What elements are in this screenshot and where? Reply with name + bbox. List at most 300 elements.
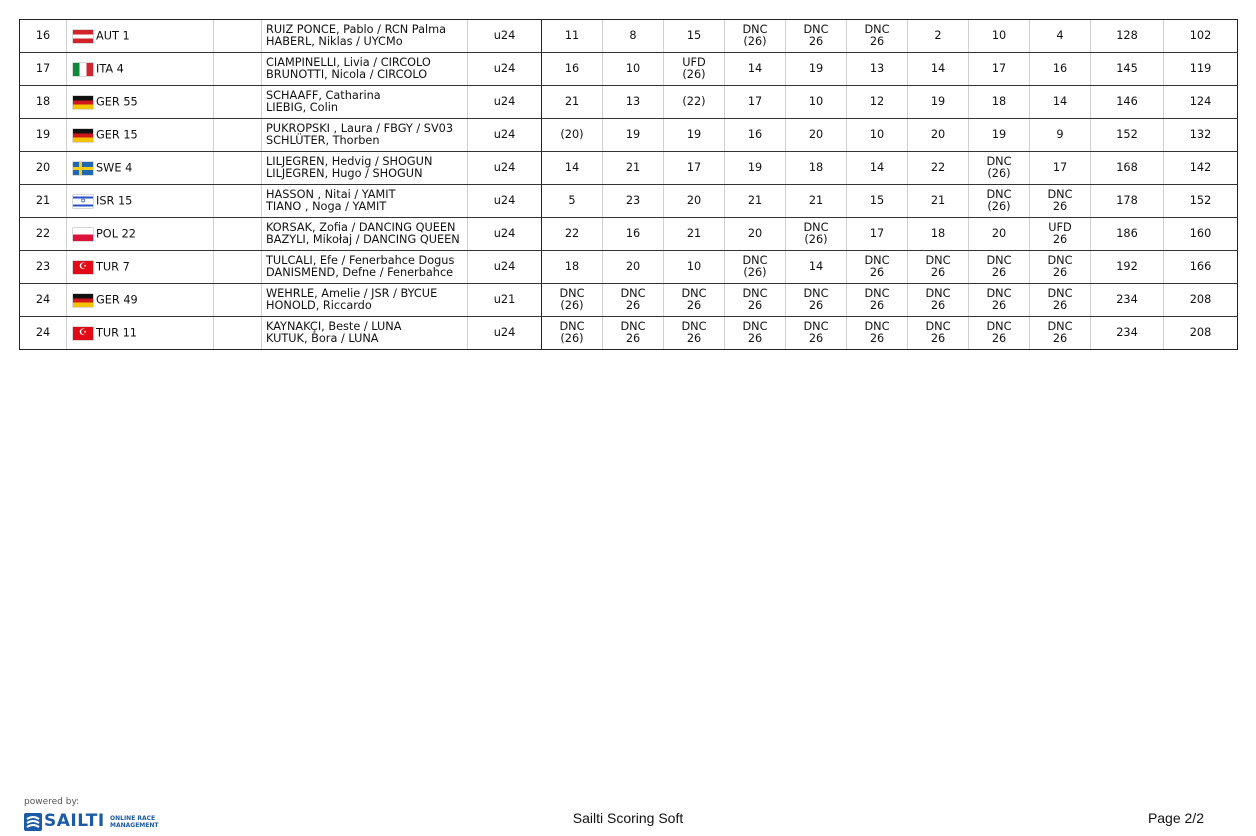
race-score-text: DNC <box>1047 253 1073 267</box>
crew-cell <box>262 218 468 251</box>
rank-cell: 20 <box>20 152 67 185</box>
race-score-cell <box>908 86 969 119</box>
crew-member: WEHRLE, Amelie / JSR / BYCUE <box>266 286 438 300</box>
race-score-cell <box>542 317 603 350</box>
race-score-text: 26 <box>869 35 885 48</box>
flag-swe-icon <box>73 162 93 175</box>
race-score-text: DNC <box>986 319 1012 333</box>
race-score-cell <box>542 218 603 251</box>
race-score-text: 12 <box>869 94 885 108</box>
race-score-cell <box>603 251 664 284</box>
race-score-text: DNC <box>1047 187 1073 201</box>
table-row <box>20 251 1238 284</box>
race-score-cell <box>603 20 664 53</box>
race-score-cell <box>664 53 725 86</box>
race-score-cell <box>725 119 786 152</box>
race-score-text: DNC <box>559 319 585 333</box>
race-score-text: 21 <box>747 193 763 207</box>
table-row <box>20 119 1238 152</box>
flag-tur-icon <box>73 261 93 274</box>
race-score-text: (26) <box>804 233 828 246</box>
race-score-cell <box>1030 20 1091 53</box>
race-score-text: (26) <box>987 200 1011 213</box>
table-row <box>20 317 1238 350</box>
age-category-cell: u24 <box>468 251 542 284</box>
race-score-cell <box>908 53 969 86</box>
race-score-cell <box>603 119 664 152</box>
race-score-cell <box>969 218 1030 251</box>
race-score-cell <box>664 317 725 350</box>
blank-cell <box>214 20 262 53</box>
total-points-cell: 128 <box>1091 20 1164 53</box>
race-score-text: (26) <box>560 332 584 345</box>
race-score-text: 10 <box>686 259 702 273</box>
race-score-text: 26 <box>991 299 1007 312</box>
race-score-text: 20 <box>686 193 702 207</box>
crew-cell <box>262 251 468 284</box>
sail-number: GER 55 <box>96 94 138 108</box>
race-score-text: 26 <box>1052 200 1068 213</box>
race-score-text: DNC <box>864 286 890 300</box>
table-row <box>20 284 1238 317</box>
race-score-text: 15 <box>686 28 702 42</box>
race-score-text: 16 <box>1052 61 1068 75</box>
race-score-cell <box>664 284 725 317</box>
race-score-text: DNC <box>742 319 768 333</box>
race-score-text: 19 <box>991 127 1007 141</box>
race-score-text: 13 <box>869 61 885 75</box>
race-score-text: 16 <box>747 127 763 141</box>
age-category-cell: u21 <box>468 284 542 317</box>
race-score-cell <box>725 152 786 185</box>
race-score-cell <box>786 185 847 218</box>
flag-pol-icon <box>73 228 93 241</box>
race-score-text: 17 <box>686 160 702 174</box>
crew-member: RUIZ PONCE, Pablo / RCN Palma <box>266 22 447 36</box>
race-score-cell <box>908 119 969 152</box>
race-score-text: 13 <box>625 94 641 108</box>
net-points-cell: 160 <box>1164 218 1238 251</box>
net-points-cell: 208 <box>1164 317 1238 350</box>
race-score-text: (26) <box>743 266 767 279</box>
race-score-text: DNC <box>864 22 890 36</box>
crew-cell <box>262 152 468 185</box>
race-score-text: DNC <box>803 22 829 36</box>
race-score-text: 18 <box>991 94 1007 108</box>
race-score-cell <box>969 119 1030 152</box>
race-score-cell <box>908 317 969 350</box>
crew-member: DANISMEND, Defne / Fenerbahce <box>266 266 454 279</box>
flag-ger-icon <box>73 96 93 109</box>
race-score-text: DNC <box>681 286 707 300</box>
crew-member: SCHLÜTER, Thorben <box>266 134 380 147</box>
results-table <box>19 19 1238 350</box>
race-score-cell <box>725 20 786 53</box>
race-score-text: (26) <box>560 299 584 312</box>
race-score-cell <box>969 185 1030 218</box>
boat-cell <box>67 20 214 53</box>
race-score-text: DNC <box>742 253 768 267</box>
flag-ger-icon <box>73 129 93 142</box>
race-score-cell <box>969 152 1030 185</box>
race-score-text: 23 <box>625 193 641 207</box>
race-score-cell <box>786 20 847 53</box>
race-score-cell <box>542 119 603 152</box>
race-score-text: DNC <box>742 286 768 300</box>
net-points-cell: 132 <box>1164 119 1238 152</box>
race-score-cell <box>603 218 664 251</box>
race-score-cell <box>786 53 847 86</box>
race-score-cell <box>908 284 969 317</box>
crew-cell <box>262 86 468 119</box>
crew-member: KAYNAKÇI, Beste / LUNA <box>266 319 402 333</box>
race-score-cell <box>542 251 603 284</box>
table-row <box>20 20 1238 53</box>
rank-cell: 23 <box>20 251 67 284</box>
sail-number: AUT 1 <box>96 28 130 42</box>
blank-cell <box>214 317 262 350</box>
race-score-cell <box>664 218 725 251</box>
crew-member: KUTUK, Bora / LUNA <box>266 332 379 345</box>
race-score-text: DNC <box>864 319 890 333</box>
page-number: Page 2/2 <box>1147 810 1204 826</box>
race-score-text: (20) <box>560 127 584 141</box>
footer-software-name: Sailti Scoring Soft <box>572 810 684 826</box>
race-score-cell <box>664 251 725 284</box>
race-score-text: 21 <box>930 193 946 207</box>
crew-member: LILJEGREN, Hugo / SHOGUN <box>266 167 423 180</box>
race-score-cell <box>969 86 1030 119</box>
table-row <box>20 218 1238 251</box>
race-score-cell <box>847 53 908 86</box>
race-score-cell <box>725 218 786 251</box>
race-score-cell <box>969 20 1030 53</box>
race-score-cell <box>542 20 603 53</box>
race-score-text: 26 <box>625 299 641 312</box>
crew-cell <box>262 317 468 350</box>
race-score-text: 21 <box>625 160 641 174</box>
race-score-cell <box>664 20 725 53</box>
race-score-cell <box>1030 218 1091 251</box>
age-category-cell: u24 <box>468 317 542 350</box>
table-row <box>20 86 1238 119</box>
race-score-text: 26 <box>1052 233 1068 246</box>
net-points-cell: 142 <box>1164 152 1238 185</box>
crew-member: HABERL, Niklas / UYCMo <box>266 35 403 48</box>
crew-cell <box>262 284 468 317</box>
table-row <box>20 185 1238 218</box>
race-score-text: DNC <box>620 319 646 333</box>
race-score-cell <box>603 284 664 317</box>
race-score-text: DNC <box>803 319 829 333</box>
race-score-cell <box>847 284 908 317</box>
sail-number: ISR 15 <box>96 193 133 207</box>
boat-cell <box>67 218 214 251</box>
table-row <box>20 152 1238 185</box>
flag-ger-icon <box>73 294 93 307</box>
race-score-text: 16 <box>564 61 580 75</box>
race-score-cell <box>603 86 664 119</box>
race-score-text: 26 <box>686 332 702 345</box>
total-points-cell: 152 <box>1091 119 1164 152</box>
crew-member: BRUNOTTI, Nicola / CIRCOLO <box>266 68 428 81</box>
race-score-text: 4 <box>1056 28 1064 42</box>
total-points-cell: 146 <box>1091 86 1164 119</box>
blank-cell <box>214 284 262 317</box>
race-score-text: 18 <box>930 226 946 240</box>
sail-number: GER 49 <box>96 292 138 306</box>
race-score-text: 21 <box>808 193 824 207</box>
race-score-text: 22 <box>564 226 580 240</box>
race-score-cell <box>664 185 725 218</box>
race-score-text: 26 <box>1052 332 1068 345</box>
race-score-cell <box>664 119 725 152</box>
race-score-text: 20 <box>930 127 946 141</box>
total-points-cell: 168 <box>1091 152 1164 185</box>
race-score-text: 14 <box>869 160 885 174</box>
race-score-text: 26 <box>869 332 885 345</box>
race-score-cell <box>969 284 1030 317</box>
flag-isr-icon <box>73 195 93 208</box>
boat-cell <box>67 152 214 185</box>
race-score-cell <box>847 218 908 251</box>
race-score-cell <box>1030 53 1091 86</box>
race-score-text: 19 <box>625 127 641 141</box>
race-score-cell <box>664 86 725 119</box>
logo-tagline-line2: MANAGEMENT <box>110 822 159 829</box>
race-score-cell <box>725 53 786 86</box>
race-score-cell <box>847 119 908 152</box>
race-score-text: 17 <box>991 61 1007 75</box>
race-score-text: 19 <box>930 94 946 108</box>
results-body <box>20 20 1238 350</box>
race-score-cell <box>847 185 908 218</box>
race-score-cell <box>603 185 664 218</box>
race-score-text: 26 <box>808 332 824 345</box>
race-score-text: 15 <box>869 193 885 207</box>
rank-cell: 24 <box>20 317 67 350</box>
race-score-text: 26 <box>686 299 702 312</box>
race-score-cell <box>969 251 1030 284</box>
crew-cell <box>262 53 468 86</box>
boat-cell <box>67 53 214 86</box>
race-score-text: DNC <box>803 286 829 300</box>
race-score-text: 26 <box>869 266 885 279</box>
race-score-cell <box>1030 317 1091 350</box>
race-score-text: DNC <box>986 286 1012 300</box>
race-score-text: 26 <box>625 332 641 345</box>
race-score-text: 18 <box>564 259 580 273</box>
table-row <box>20 53 1238 86</box>
race-score-text: DNC <box>925 319 951 333</box>
race-score-cell <box>786 119 847 152</box>
race-score-text: 5 <box>568 193 576 207</box>
crew-member: PUKROPSKI , Laura / FBGY / SV03 <box>266 121 454 135</box>
race-score-text: (22) <box>682 94 706 108</box>
race-score-text: DNC <box>864 253 890 267</box>
race-score-text: DNC <box>925 253 951 267</box>
race-score-text: (26) <box>682 68 706 81</box>
flag-ita-icon <box>73 63 93 76</box>
crew-member: BAZYLI, Mikołaj / DANCING QUEEN <box>266 233 460 246</box>
race-score-text: 10 <box>808 94 824 108</box>
boat-cell <box>67 86 214 119</box>
sail-number: TUR 7 <box>96 259 130 273</box>
race-score-text: 17 <box>747 94 763 108</box>
race-score-cell <box>847 86 908 119</box>
race-score-cell <box>542 185 603 218</box>
sail-number: ITA 4 <box>96 61 124 75</box>
race-score-text: DNC <box>620 286 646 300</box>
blank-cell <box>214 251 262 284</box>
logo-tagline-line1: ONLINE RACE <box>110 815 156 822</box>
race-score-text: 14 <box>564 160 580 174</box>
powered-by-label: powered by: <box>24 797 80 807</box>
net-points-cell: 152 <box>1164 185 1238 218</box>
boat-cell <box>67 284 214 317</box>
race-score-text: 17 <box>869 226 885 240</box>
race-score-cell <box>847 251 908 284</box>
race-score-text: 26 <box>991 332 1007 345</box>
flag-tur-icon <box>73 327 93 340</box>
crew-member: TIANO , Noga / YAMIT <box>266 200 387 213</box>
total-points-cell: 145 <box>1091 53 1164 86</box>
race-score-text: 26 <box>808 35 824 48</box>
race-score-cell <box>725 251 786 284</box>
race-score-text: 18 <box>808 160 824 174</box>
flag-aut-icon <box>73 30 93 43</box>
race-score-text: 14 <box>930 61 946 75</box>
race-score-cell <box>1030 284 1091 317</box>
net-points-cell: 124 <box>1164 86 1238 119</box>
race-score-text: DNC <box>986 253 1012 267</box>
race-score-text: 26 <box>930 332 946 345</box>
blank-cell <box>214 152 262 185</box>
race-score-text: 10 <box>991 28 1007 42</box>
race-score-cell <box>664 152 725 185</box>
race-score-text: 14 <box>1052 94 1068 108</box>
crew-member: HASSON , Nitai / YAMIT <box>266 187 396 201</box>
net-points-cell: 119 <box>1164 53 1238 86</box>
crew-member: LIEBIG, Colin <box>266 101 339 114</box>
race-score-cell <box>603 152 664 185</box>
race-score-text: DNC <box>803 220 829 234</box>
race-score-cell <box>786 86 847 119</box>
crew-cell <box>262 185 468 218</box>
race-score-cell <box>725 86 786 119</box>
sail-number: POL 22 <box>96 226 136 240</box>
race-score-text: 10 <box>869 127 885 141</box>
race-score-text: 10 <box>625 61 641 75</box>
race-score-cell <box>908 20 969 53</box>
race-score-text: 26 <box>747 332 763 345</box>
race-score-text: 26 <box>930 266 946 279</box>
sail-number: SWE 4 <box>96 160 133 174</box>
race-score-text: DNC <box>681 319 707 333</box>
race-score-cell <box>786 284 847 317</box>
race-score-text: 26 <box>747 299 763 312</box>
race-score-text: UFD <box>682 55 706 69</box>
race-score-cell <box>1030 251 1091 284</box>
race-score-cell <box>908 251 969 284</box>
race-score-text: 8 <box>629 28 637 42</box>
race-score-text: (26) <box>743 35 767 48</box>
age-category-cell: u24 <box>468 53 542 86</box>
race-score-text: (26) <box>987 167 1011 180</box>
race-score-cell <box>725 317 786 350</box>
race-score-cell <box>786 251 847 284</box>
race-score-cell <box>542 53 603 86</box>
rank-cell: 17 <box>20 53 67 86</box>
race-score-cell <box>847 20 908 53</box>
age-category-cell: u24 <box>468 20 542 53</box>
rank-cell: 21 <box>20 185 67 218</box>
net-points-cell: 102 <box>1164 20 1238 53</box>
race-score-text: DNC <box>1047 286 1073 300</box>
blank-cell <box>214 86 262 119</box>
race-score-text: 20 <box>808 127 824 141</box>
age-category-cell: u24 <box>468 185 542 218</box>
race-score-cell <box>603 53 664 86</box>
race-score-text: UFD <box>1048 220 1072 234</box>
crew-member: CIAMPINELLI, Livia / CIRCOLO <box>266 55 431 69</box>
race-score-text: DNC <box>559 286 585 300</box>
sail-number: GER 15 <box>96 127 138 141</box>
blank-cell <box>214 53 262 86</box>
race-score-cell <box>786 218 847 251</box>
crew-cell <box>262 20 468 53</box>
race-score-text: 9 <box>1056 127 1064 141</box>
race-score-text: 26 <box>808 299 824 312</box>
rank-cell: 24 <box>20 284 67 317</box>
blank-cell <box>214 185 262 218</box>
race-score-cell <box>847 152 908 185</box>
total-points-cell: 178 <box>1091 185 1164 218</box>
race-score-text: 22 <box>930 160 946 174</box>
total-points-cell: 186 <box>1091 218 1164 251</box>
boat-cell <box>67 185 214 218</box>
race-score-cell <box>542 86 603 119</box>
race-score-cell <box>1030 119 1091 152</box>
race-score-cell <box>908 152 969 185</box>
crew-member: TULCALI, Efe / Fenerbahce Dogus <box>266 253 455 267</box>
total-points-cell: 192 <box>1091 251 1164 284</box>
total-points-cell: 234 <box>1091 317 1164 350</box>
crew-member: HONOLD, Riccardo <box>266 299 372 312</box>
rank-cell: 18 <box>20 86 67 119</box>
boat-cell <box>67 119 214 152</box>
net-points-cell: 166 <box>1164 251 1238 284</box>
blank-cell <box>214 218 262 251</box>
race-score-cell <box>1030 86 1091 119</box>
race-score-cell <box>969 317 1030 350</box>
total-points-cell: 234 <box>1091 284 1164 317</box>
race-score-cell <box>847 317 908 350</box>
race-score-text: DNC <box>986 187 1012 201</box>
race-score-text: 20 <box>991 226 1007 240</box>
race-score-text: 19 <box>686 127 702 141</box>
age-category-cell: u24 <box>468 152 542 185</box>
race-score-text: 26 <box>1052 299 1068 312</box>
boat-cell <box>67 317 214 350</box>
age-category-cell: u24 <box>468 119 542 152</box>
rank-cell: 19 <box>20 119 67 152</box>
race-score-cell <box>725 284 786 317</box>
race-score-cell <box>969 53 1030 86</box>
rank-cell: 22 <box>20 218 67 251</box>
boat-cell <box>67 251 214 284</box>
race-score-text: 14 <box>808 259 824 273</box>
